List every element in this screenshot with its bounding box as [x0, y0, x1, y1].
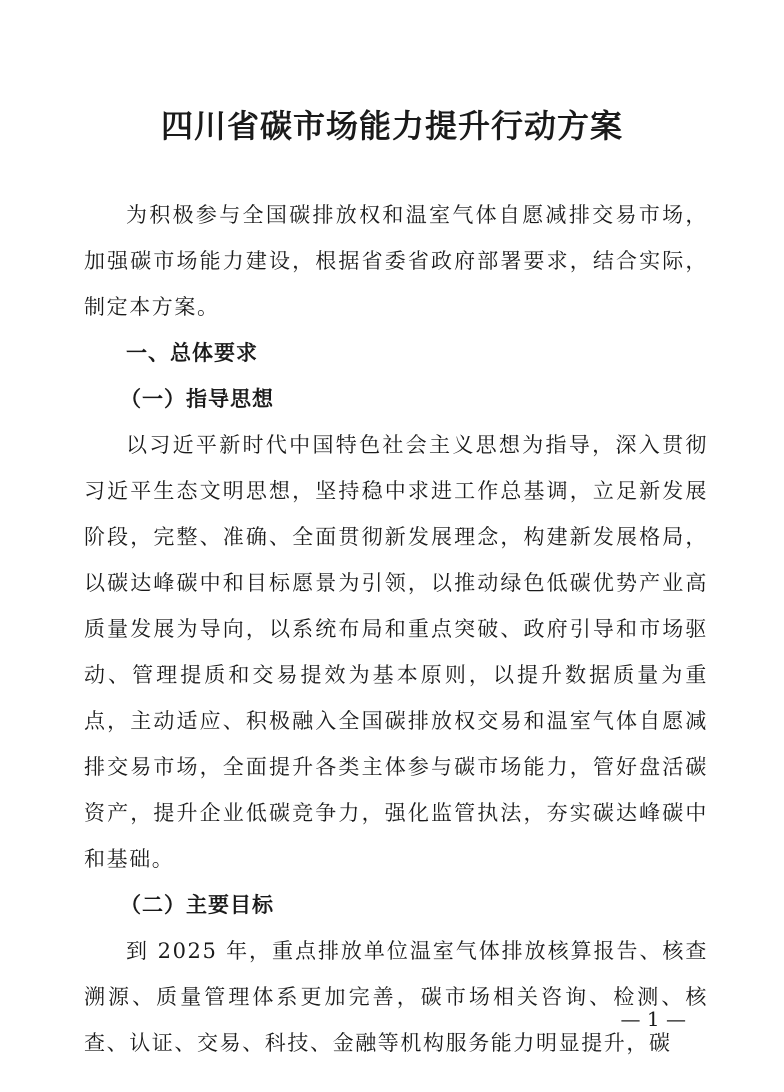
- document-title: 四川省碳市场能力提升行动方案: [160, 107, 623, 145]
- page-number: — 1 —: [620, 1007, 686, 1031]
- intro-paragraph: 为积极参与全国碳排放权和温室气体自愿减排交易市场，加强碳市场能力建设，根据省委省政府部署要求，结合实际，制定本方案。: [84, 203, 708, 319]
- main-targets-paragraph: 到 2025 年，重点排放单位温室气体排放核算报告、核查溯源、质量管理体系更加完善，碳市场相关咨询、检测、核查、认证、交易、科技、金融等机构服务能力明显提升，碳: [84, 939, 708, 1055]
- document-body: [84, 192, 708, 1066]
- guiding-ideology-paragraph: 以习近平新时代中国特色社会主义思想为指导，深入贯彻习近平生态文明思想，坚持稳中求进工作总基调，立足新发展阶段，完整、准确、全面贯彻新发展理念，构建新发展格局，以碳达峰碳中和目标愿景为引领，以推动绿色低碳优势产业高质量发展为导向，以系统布局和重点突破、政府引导和市场驱动、管理提质和交易提效为基本原则，以提升数据质量为重点，主动适应、积极融入全国碳排放权交易和温室气体自愿减排交易市场，全面提升各类主体参与碳市场能力，管好盘活碳资产，提升企业低碳竞争力，强化监管执法，夯实碳达峰碳中和基础。: [84, 433, 708, 871]
- subsection-heading-main-targets: （二）主要目标: [120, 892, 274, 917]
- subsection-heading-guiding-ideology: （一）指导思想: [120, 386, 274, 411]
- section-heading-overall-requirements: 一、总体要求: [126, 341, 258, 365]
